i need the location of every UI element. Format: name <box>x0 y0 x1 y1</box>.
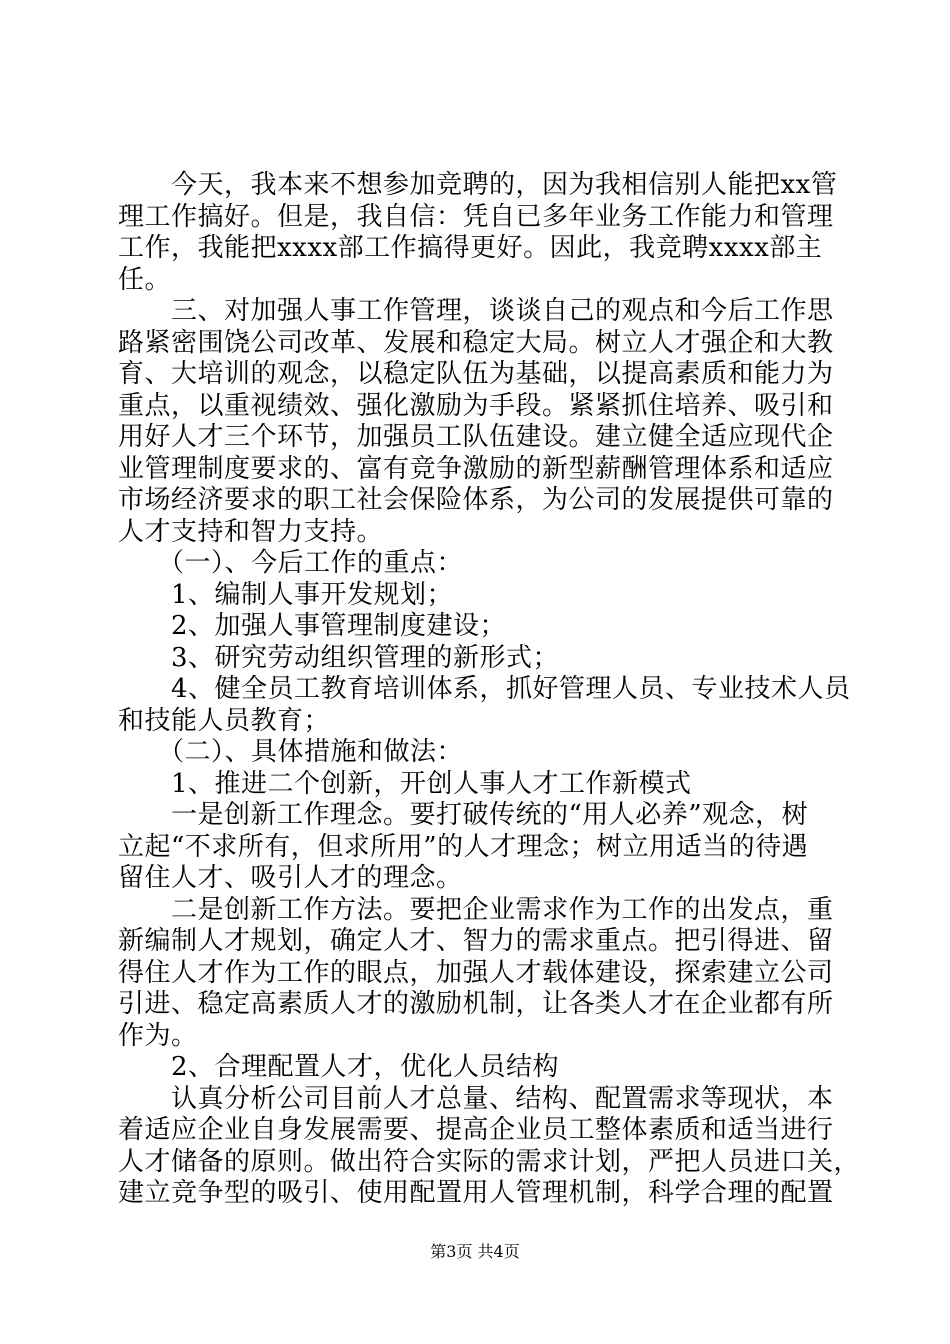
section-heading: （二）、具体措施和做法： <box>118 737 464 767</box>
list-item: 4、健全员工教育培训体系，抓好管理人员、专业技术人员 <box>118 674 851 704</box>
text-line: 今天，我本来不想参加竞聘的，因为我相信别人能把xx管 <box>118 170 838 200</box>
text-line: 新编制人才规划，确定人才、智力的需求重点。把引得进、留 <box>118 926 834 956</box>
text-line: 重点，以重视绩效、强化激励为手段。紧紧抓住培养、吸引和 <box>118 390 834 421</box>
text-line: 着适应企业自身发展需要、提高企业员工整体素质和适当进行 <box>118 1115 834 1145</box>
subsection-heading: 2、合理配置人才，优化人员结构 <box>118 1052 560 1082</box>
subsection-heading: 1、推进二个创新，开创人事人才工作新模式 <box>118 768 692 799</box>
text-line: 用好人才三个环节，加强员工队伍建设。建立健全适应现代企 <box>118 422 834 452</box>
text-line: 作为。 <box>118 1020 198 1051</box>
text-line: 人才储备的原则。做出符合实际的需求计划，严把人员进口关， <box>118 1146 861 1177</box>
text-line: 业管理制度要求的、富有竞争激励的新型薪酬管理体系和适应 <box>118 453 834 484</box>
text-line: 立起“不求所有，但求所用”的人才理念；树立用适当的待遇 <box>118 831 809 862</box>
text-line: 引进、稳定高素质人才的激励机制，让各类人才在企业都有所 <box>118 989 834 1019</box>
text-line: 市场经济要求的职工社会保险体系，为公司的发展提供可靠的 <box>118 485 834 515</box>
text-line: 育、大培训的观念，以稳定队伍为基础，以提高素质和能力为 <box>118 359 834 389</box>
text-line: 留住人才、吸引人才的理念。 <box>118 863 463 893</box>
text-line: 路紧密围饶公司改革、发展和稳定大局。树立人才强企和大教 <box>118 327 834 358</box>
text-line: 建立竞争型的吸引、使用配置用人管理机制，科学合理的配置 <box>118 1178 834 1208</box>
text-line: 得住人才作为工作的眼点，加强人才载体建设，探索建立公司 <box>118 957 834 988</box>
list-item: 3、研究劳动组织管理的新形式； <box>118 642 560 673</box>
document-body <box>118 170 861 1210</box>
list-item: 1、编制人事开发规划； <box>118 579 454 610</box>
text-line: 认真分析公司目前人才总量、结构、配置需求等现状，本 <box>118 1083 834 1114</box>
section-heading: （一）、今后工作的重点： <box>118 548 464 578</box>
text-line: 人才支持和智力支持。 <box>118 516 384 547</box>
text-line: 二是创新工作方法。要把企业需求作为工作的出发点，重 <box>118 894 834 925</box>
text-line: 一是创新工作理念。要打破传统的“用人必养”观念，树 <box>118 800 809 830</box>
text-line: 理工作搞好。但是，我自信：凭自已多年业务工作能力和管理 <box>118 201 834 232</box>
list-item: 2、加强人事管理制度建设； <box>118 611 507 641</box>
text-line: 和技能人员教育； <box>118 705 331 736</box>
page-number-footer: 第3页 共4页 <box>430 1242 520 1261</box>
text-line: 任。 <box>118 264 172 295</box>
text-line: 三、对加强人事工作管理，谈谈自己的观点和今后工作思 <box>118 296 834 326</box>
text-line: 工作，我能把xxxx部工作搞得更好。因此，我竞聘xxxx部主 <box>118 233 823 263</box>
